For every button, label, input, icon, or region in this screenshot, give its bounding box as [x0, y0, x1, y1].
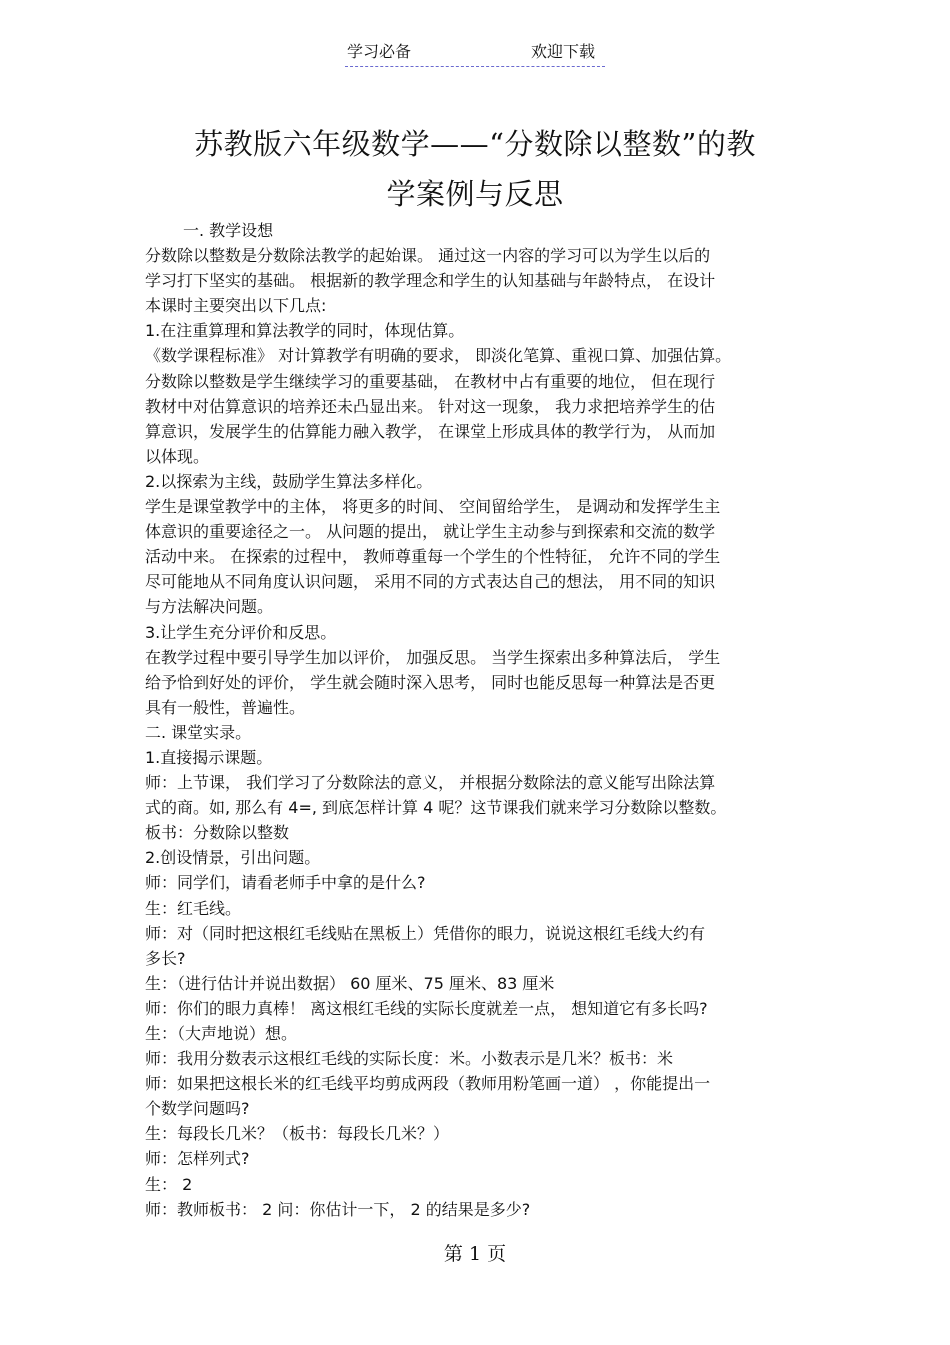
- dialogue-line: 师：我用分数表示这根红毛线的实际长度：米。小数表示是几米？板书：米: [145, 1049, 674, 1069]
- dialogue-line: 生：红毛线。: [145, 898, 242, 918]
- document-title-line-2: 学案例与反思: [386, 177, 564, 211]
- numbered-point: 1.直接揭示课题。: [145, 747, 273, 767]
- dialogue-line: 师：如果把这根长米的红毛线平均剪成两段（教师用粉笔画一道） ，你能提出一: [145, 1074, 711, 1094]
- dialogue-line: 生：（大声地说）想。: [145, 1024, 298, 1043]
- dialogue-line: 板书：分数除以整数: [145, 823, 290, 843]
- paragraph-line: 学习打下坚实的基础。 根据新的教学理念和学生的认知基础与年龄特点， 在设计: [145, 271, 716, 291]
- document-title-line-1: 苏教版六年级数学——“分数除以整数”的教: [194, 127, 756, 161]
- dialogue-line: 生：（进行估计并说出数据） 60 厘米、75 厘米、83 厘米: [145, 973, 555, 993]
- dialogue-line: 多长?: [145, 948, 186, 968]
- paragraph-line: 具有一般性，普遍性。: [145, 697, 306, 717]
- dialogue-line: 生： 2: [145, 1174, 193, 1194]
- paragraph-line: 本课时主要突出以下几点:: [145, 296, 327, 316]
- paragraph-line: 分数除以整数是学生继续学习的重要基础， 在教材中占有重要的地位， 但在现行: [145, 371, 716, 391]
- page-header: [345, 40, 605, 67]
- paragraph-line: 在教学过程中要引导学生加以评价， 加强反思。 当学生探索出多种算法后， 学生: [145, 647, 721, 667]
- numbered-point: 1.在注重算理和算法教学的同时，体现估算。: [145, 321, 465, 341]
- paragraph-line: 学生是课堂教学中的主体， 将更多的时间、 空间留给学生， 是调动和发挥学生主: [145, 497, 721, 517]
- dialogue-line: 师：教师板书： 2 问：你估计一下， 2 的结果是多少?: [145, 1199, 531, 1219]
- paragraph-line: 与方法解决问题。: [145, 597, 274, 617]
- document-body: [145, 218, 810, 1222]
- paragraph-line: 体意识的重要途径之一。 从问题的提出， 就让学生主动参与到探索和交流的数学: [145, 522, 716, 542]
- paragraph-line: 以体现。: [145, 446, 210, 466]
- paragraph-line: 分数除以整数是分数除法教学的起始课。 通过这一内容的学习可以为学生以后的: [145, 246, 711, 266]
- dialogue-line: 师：你们的眼力真棒！ 离这根红毛线的实际长度就差一点， 想知道它有多长吗?: [145, 998, 708, 1018]
- paragraph-line: 教材中对估算意识的培养还未凸显出来。 针对这一现象， 我力求把培养学生的估: [145, 396, 716, 416]
- numbered-point: 2.创设情景，引出问题。: [145, 848, 321, 868]
- dialogue-line: 生：每段长几米？（板书：每段长几米？）: [145, 1124, 450, 1144]
- numbered-point: 2.以探索为主线，鼓励学生算法多样化。: [145, 471, 433, 491]
- header-left-text: 学习必备: [347, 42, 412, 61]
- section-heading: 一. 教学设想: [183, 221, 274, 240]
- section-heading: 二. 课堂实录。: [145, 722, 252, 742]
- dialogue-line: 个数学问题吗?: [145, 1099, 250, 1119]
- dialogue-line: 师：上节课， 我们学习了分数除法的意义， 并根据分数除法的意义能写出除法算: [145, 773, 716, 793]
- dialogue-line: 师：怎样列式?: [145, 1149, 250, 1169]
- paragraph-line: 活动中来。 在探索的过程中， 教师尊重每一个学生的个性特征， 允许不同的学生: [145, 547, 721, 567]
- numbered-point: 3.让学生充分评价和反思。: [145, 622, 337, 642]
- paragraph-line: 尽可能地从不同角度认识问题， 采用不同的方式表达自己的想法， 用不同的知识: [145, 572, 716, 592]
- dialogue-line: 师：对（同时把这根红毛线贴在黑板上）凭借你的眼力，说说这根红毛线大约有: [145, 923, 706, 943]
- page-number: 第 1 页: [443, 1243, 507, 1265]
- header-right-text: 欢迎下载: [531, 42, 596, 61]
- paragraph-line: 算意识，发展学生的估算能力融入教学， 在课堂上形成具体的教学行为， 从而加: [145, 421, 716, 441]
- dialogue-line: 式的商。如, 那么有 4=, 到底怎样计算 4 呢？这节课我们就来学习分数除以整数。: [145, 798, 727, 818]
- paragraph-line: 给予恰到好处的评价， 学生就会随时深入思考， 同时也能反思每一种算法是否更: [145, 672, 716, 692]
- dialogue-line: 师：同学们，请看老师手中拿的是什么?: [145, 873, 426, 893]
- paragraph-line: 《数学课程标准》 对计算教学有明确的要求， 即淡化笔算、重视口算、加强估算。: [145, 346, 732, 366]
